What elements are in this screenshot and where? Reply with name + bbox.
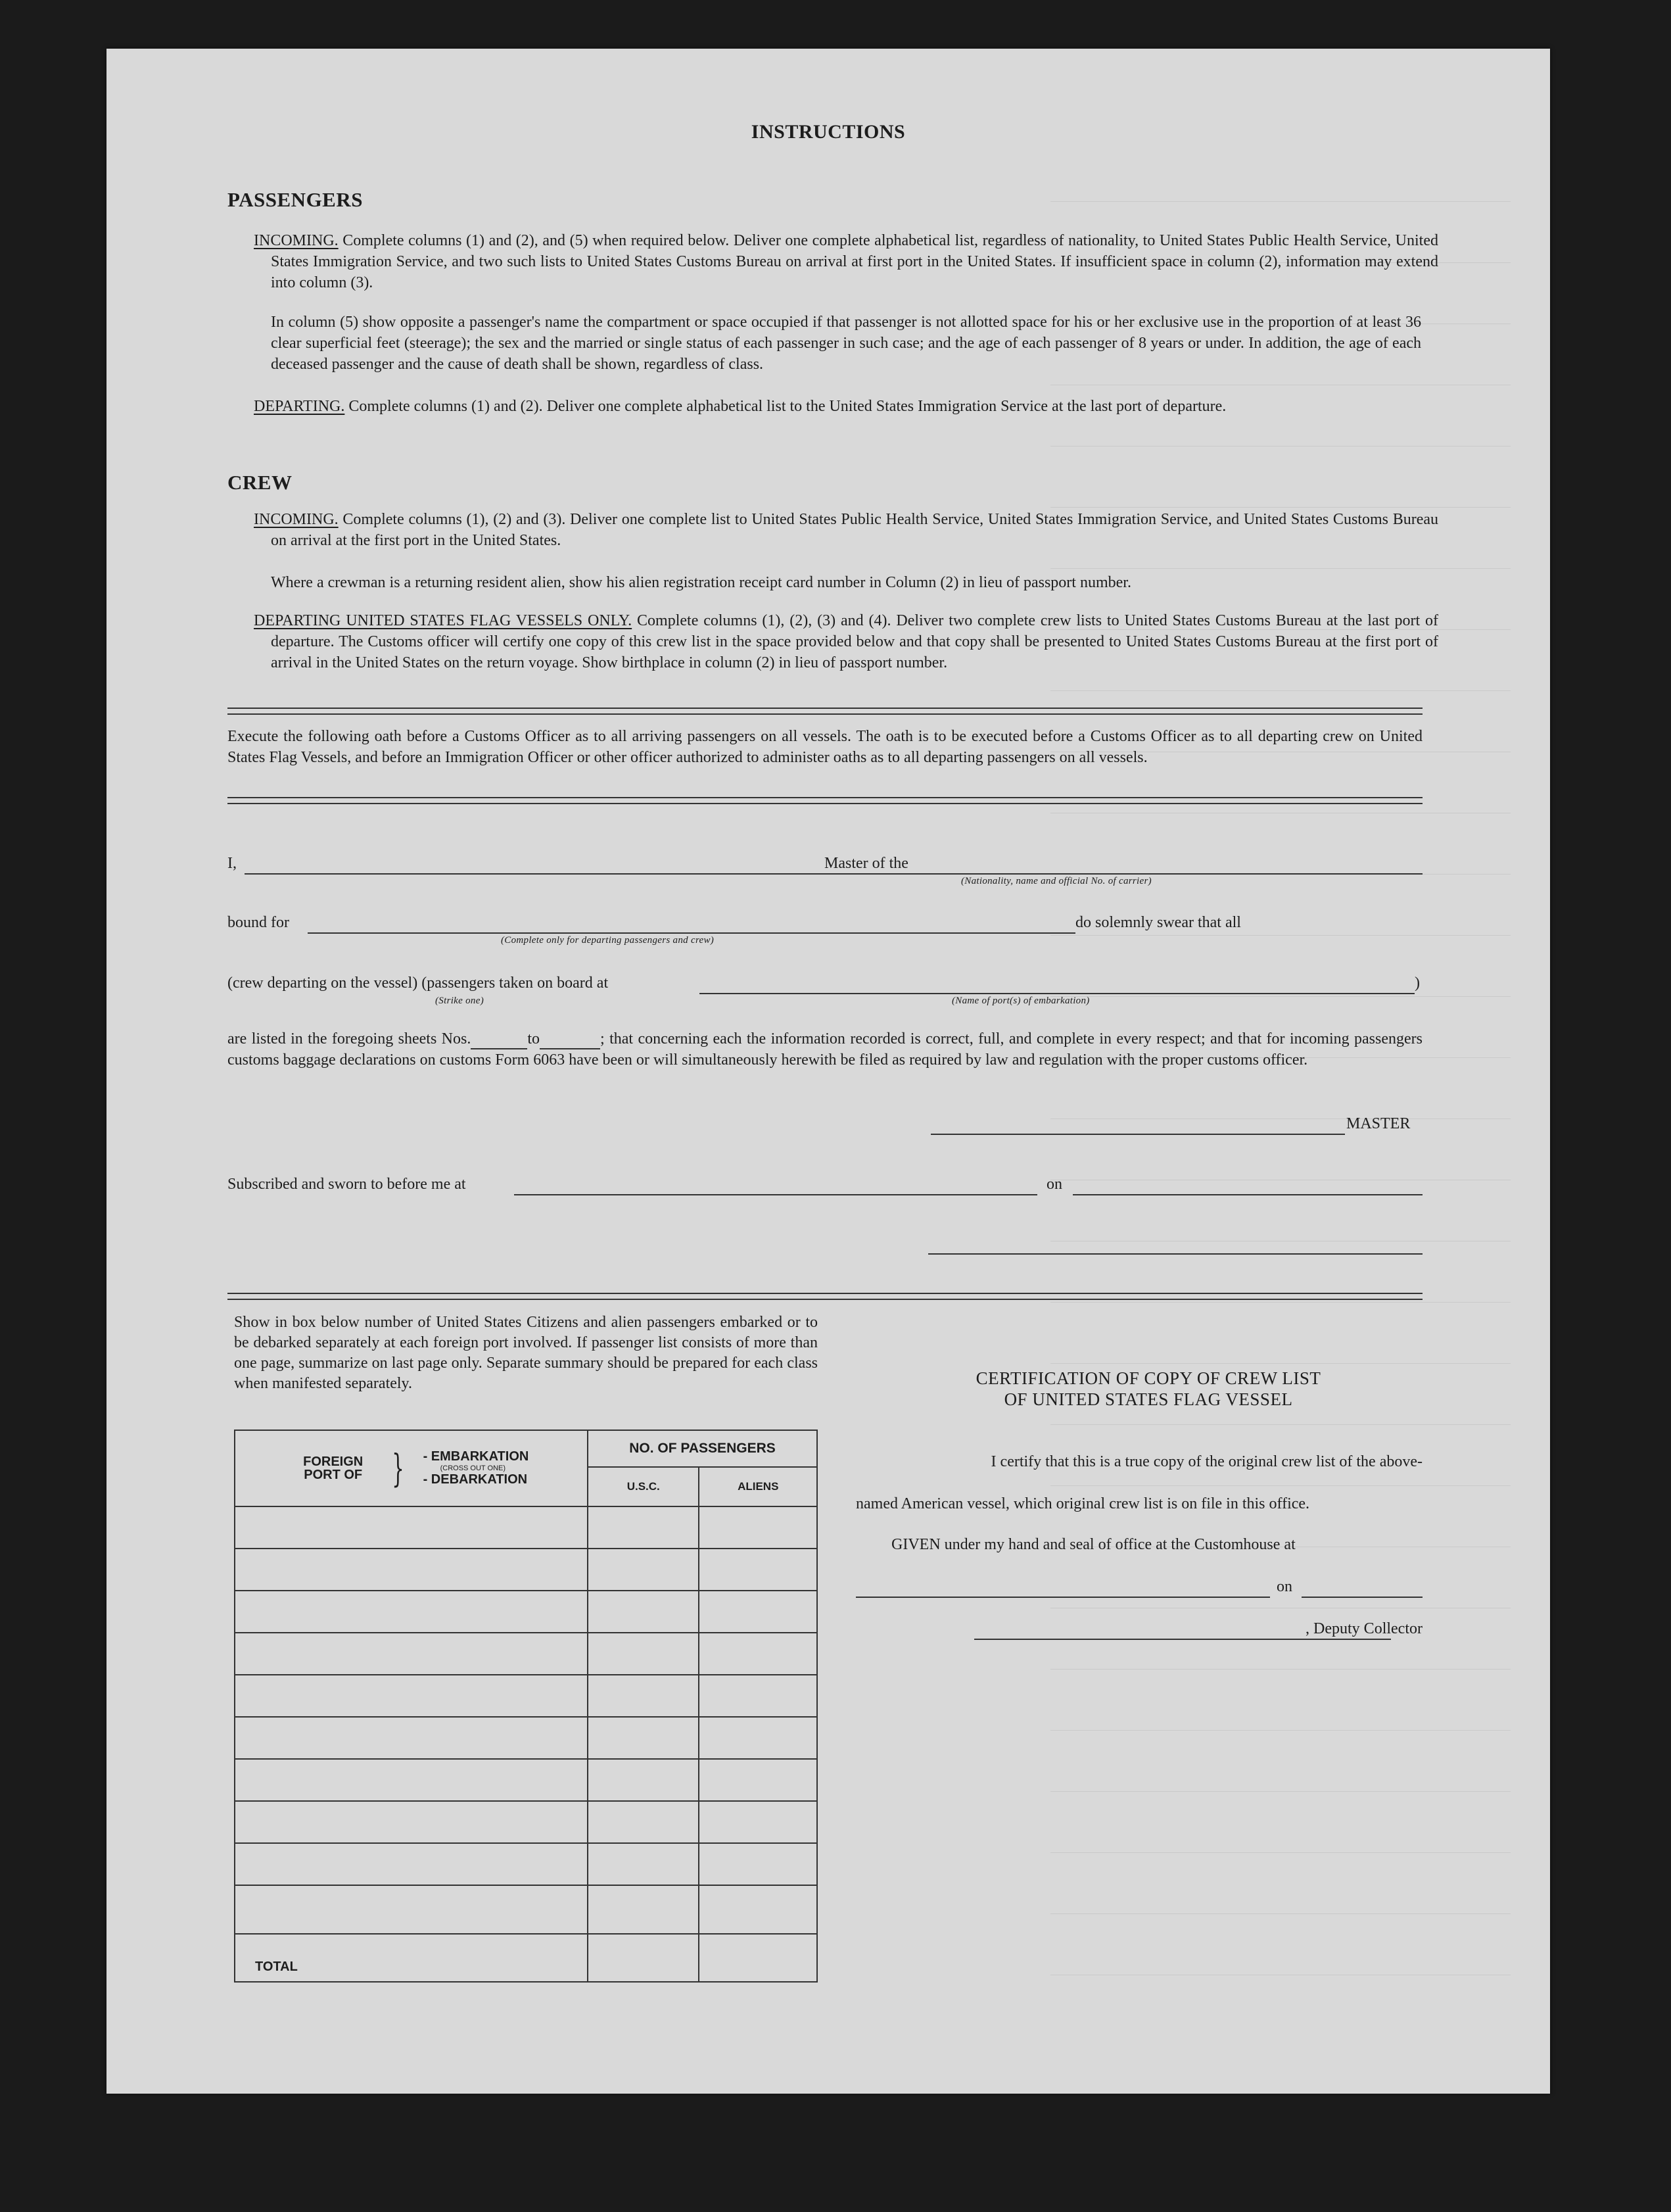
aliens-cell[interactable] — [699, 1506, 817, 1549]
crew-departing-lead: DEPARTING UNITED STATES FLAG VESSELS ONLY. — [254, 612, 632, 629]
passengers-departing-lead: DEPARTING. — [254, 398, 345, 415]
oath-listed-rest: ; that concerning each the information recorded is correct, full, and complete in every respect; and that for incoming passengers customs baggage declarations on customs Form 6063 have been or will simultaneously herewith be filed as required by law and regulation with the proper customs officer. — [227, 1030, 1423, 1069]
aliens-cell[interactable] — [699, 1675, 817, 1717]
port-cell[interactable] — [235, 1801, 588, 1843]
oath-intro: Execute the following oath before a Customs Officer as to all arriving passengers on all vessels. The oath is to be executed before a Customs Officer as to all departing crew on United States Flag Vessels, and before an Immigration Officer or other officer authorized to administer oaths as to all departing passengers on all vessels. — [227, 728, 1423, 766]
table-row — [235, 1885, 817, 1934]
oath-listed — [227, 1027, 1423, 1070]
page-title: INSTRUCTIONS — [751, 121, 906, 143]
carrier-field[interactable] — [928, 873, 1423, 875]
aliens-total-cell[interactable] — [699, 1934, 817, 1982]
master-label: MASTER — [1346, 1115, 1411, 1132]
port-cell[interactable] — [235, 1549, 588, 1591]
form-page — [106, 49, 1550, 2094]
usc-cell[interactable] — [588, 1717, 699, 1759]
section-divider — [227, 708, 1423, 715]
sheet-to-field[interactable] — [540, 1027, 600, 1049]
aliens-cell[interactable] — [699, 1759, 817, 1801]
port-cell[interactable] — [235, 1885, 588, 1934]
aliens-cell[interactable] — [699, 1549, 817, 1591]
total-row — [235, 1934, 817, 1982]
port-cell[interactable] — [235, 1506, 588, 1549]
bound-for-field[interactable] — [308, 932, 1075, 934]
officer-signature-field[interactable] — [928, 1253, 1423, 1255]
table-row — [235, 1843, 817, 1885]
aliens-cell[interactable] — [699, 1801, 817, 1843]
passengers-incoming-text: Complete columns (1) and (2), and (5) when required below. Deliver one complete alphabetical list, regardless of nationality, to United States Public Health Service, United States Immigration Service, and two such lists to United States Customs Bureau on arrival at first port in the United States. If insufficient space in column (2), information may extend into column (3). — [271, 232, 1438, 291]
no-of-passengers-header — [588, 1430, 817, 1467]
bound-for-hint: (Complete only for departing passengers and crew) — [501, 935, 715, 946]
sworn-on-label: on — [1047, 1176, 1062, 1193]
strike-one-hint: (Strike one) — [435, 996, 484, 1006]
usc-cell[interactable] — [588, 1885, 699, 1934]
certification-heading-2: OF UNITED STATES FLAG VESSEL — [1004, 1389, 1293, 1409]
total-label-cell — [235, 1934, 588, 1982]
oath-swear: do solemnly swear that all — [1075, 914, 1241, 931]
certification-heading — [882, 1368, 1415, 1410]
crew-resident-text: Where a crewman is a returning resident alien, show his alien registration receipt card number in Column (2) in lieu of passport number. — [271, 574, 1131, 591]
table-row — [235, 1591, 817, 1633]
aliens-cell[interactable] — [699, 1885, 817, 1934]
aliens-label: ALIENS — [738, 1480, 779, 1493]
aliens-cell[interactable] — [699, 1633, 817, 1675]
master-name-field[interactable] — [245, 873, 928, 875]
passengers-column5-text: In column (5) show opposite a passenger's name the compartment or space occupied if that passenger is not allotted space for his or her exclusive use in the proportion of at least 36 clear superficial feet (steerage); the sex and the married or single status of each passenger in such case; and the age of each passenger of 8 years or under. In addition, the age of each deceased passenger and the cause of death shall be shown, regardless of class. — [271, 314, 1421, 373]
passengers-departing-text: Complete columns (1) and (2). Deliver one complete alphabetical list to the United States Immigration Service at the last port of departure. — [344, 398, 1227, 415]
certification-heading-1: CERTIFICATION OF COPY OF CREW LIST — [976, 1368, 1321, 1388]
table-row — [235, 1759, 817, 1801]
passengers-departing — [254, 396, 1438, 417]
aliens-cell[interactable] — [699, 1843, 817, 1885]
usc-cell[interactable] — [588, 1549, 699, 1591]
crew-incoming-lead: INCOMING. — [254, 511, 339, 528]
port-cell[interactable] — [235, 1843, 588, 1885]
certification-line-1: I certify that this is a true copy of the original crew list of the above- — [991, 1453, 1423, 1470]
debarkation-label: - DEBARKATION — [423, 1472, 528, 1487]
usc-cell[interactable] — [588, 1843, 699, 1885]
summary-divider — [227, 1293, 1423, 1300]
ports-hint: (Name of port(s) of embarkation) — [952, 996, 1090, 1006]
aliens-header — [699, 1467, 817, 1506]
foreign-port-of-label: FOREIGN PORT OF — [303, 1455, 364, 1482]
crew-departing-text: Complete columns (1), (2), (3) and (4). Deliver two complete crew lists to United States Customs Bureau at the last port of departure. The Customs officer will certify one copy of this crew list in the space provided below and that copy shall be presented to United States Customs Bureau at the first port of arrival in the United States on the return voyage. Show birthplace in column (2) in lieu of passport number. — [271, 612, 1438, 671]
oath-listed-prefix: are listed in the foregoing sheets Nos. — [227, 1030, 471, 1047]
carrier-hint: (Nationality, name and official No. of carrier) — [961, 876, 1152, 886]
passengers-heading: PASSENGERS — [227, 188, 363, 211]
port-cell[interactable] — [235, 1759, 588, 1801]
crew-incoming — [254, 509, 1438, 551]
crew-departing — [254, 610, 1438, 673]
embarkation-label: - EMBARKATION — [423, 1449, 529, 1464]
usc-cell[interactable] — [588, 1506, 699, 1549]
deputy-collector-label: , Deputy Collector — [1306, 1620, 1423, 1637]
usc-total-cell[interactable] — [588, 1934, 699, 1982]
no-of-passengers-label: NO. OF PASSENGERS — [629, 1441, 776, 1456]
usc-header — [588, 1467, 699, 1506]
sheet-from-field[interactable] — [471, 1027, 527, 1049]
oath-master-of: Master of the — [824, 855, 908, 872]
usc-label: U.S.C. — [626, 1480, 660, 1493]
subscribed-label: Subscribed and sworn to before me at — [227, 1176, 466, 1193]
table-row — [235, 1549, 817, 1591]
ports-field[interactable] — [699, 993, 1415, 994]
port-cell[interactable] — [235, 1717, 588, 1759]
certification-given: GIVEN under my hand and seal of office at the Customhouse at — [891, 1536, 1296, 1553]
deputy-signature-field[interactable] — [974, 1639, 1391, 1640]
total-label: TOTAL — [255, 1960, 298, 1974]
master-signature-field[interactable] — [931, 1134, 1345, 1135]
certification-date-field[interactable] — [1302, 1597, 1423, 1598]
oath-close-paren: ) — [1415, 974, 1420, 992]
passengers-incoming — [254, 230, 1438, 293]
passenger-summary-table — [234, 1430, 818, 1983]
port-cell[interactable] — [235, 1633, 588, 1675]
crew-heading: CREW — [227, 471, 293, 494]
certification-line-2: named American vessel, which original crew list is on file in this office. — [856, 1495, 1310, 1512]
cross-out-label: (CROSS OUT ONE) — [440, 1464, 506, 1472]
table-row — [235, 1633, 817, 1675]
aliens-cell[interactable] — [699, 1591, 817, 1633]
sworn-date-field[interactable] — [1073, 1194, 1423, 1195]
table-row — [235, 1506, 817, 1549]
usc-cell[interactable] — [588, 1675, 699, 1717]
certification-on: on — [1277, 1578, 1292, 1595]
usc-cell[interactable] — [588, 1591, 699, 1633]
oath-i-label: I, — [227, 855, 237, 872]
table-row — [235, 1801, 817, 1843]
port-header-cell — [235, 1430, 588, 1506]
aliens-cell[interactable] — [699, 1717, 817, 1759]
usc-cell[interactable] — [588, 1801, 699, 1843]
crew-incoming-text: Complete columns (1), (2) and (3). Deliver one complete list to United States Public Health Service, United States Immigration Service, and United States Customs Bureau on arrival at the first port in the United States. — [271, 511, 1438, 549]
table-row — [235, 1717, 817, 1759]
usc-cell[interactable] — [588, 1633, 699, 1675]
bleed-through-texture — [1050, 141, 1511, 2015]
table-row — [235, 1675, 817, 1717]
oath-divider — [227, 797, 1423, 804]
port-cell[interactable] — [235, 1591, 588, 1633]
usc-cell[interactable] — [588, 1759, 699, 1801]
sworn-place-field[interactable] — [514, 1194, 1037, 1195]
oath-bound-for: bound for — [227, 914, 289, 931]
port-cell[interactable] — [235, 1675, 588, 1717]
passengers-incoming-lead: INCOMING. — [254, 232, 339, 249]
summary-instructions: Show in box below number of United States Citizens and alien passengers embarked or to be debarked separately at each foreign port involved. If passenger list consists of more than one page, summarize on last page only. Separate summary should be prepared for each class when manifested separately. — [234, 1314, 818, 1392]
oath-crew-departing: (crew departing on the vessel) (passengers taken on board at — [227, 974, 609, 992]
customhouse-field[interactable] — [856, 1597, 1270, 1598]
brace-icon: } — [391, 1446, 404, 1491]
oath-to: to — [527, 1030, 540, 1047]
